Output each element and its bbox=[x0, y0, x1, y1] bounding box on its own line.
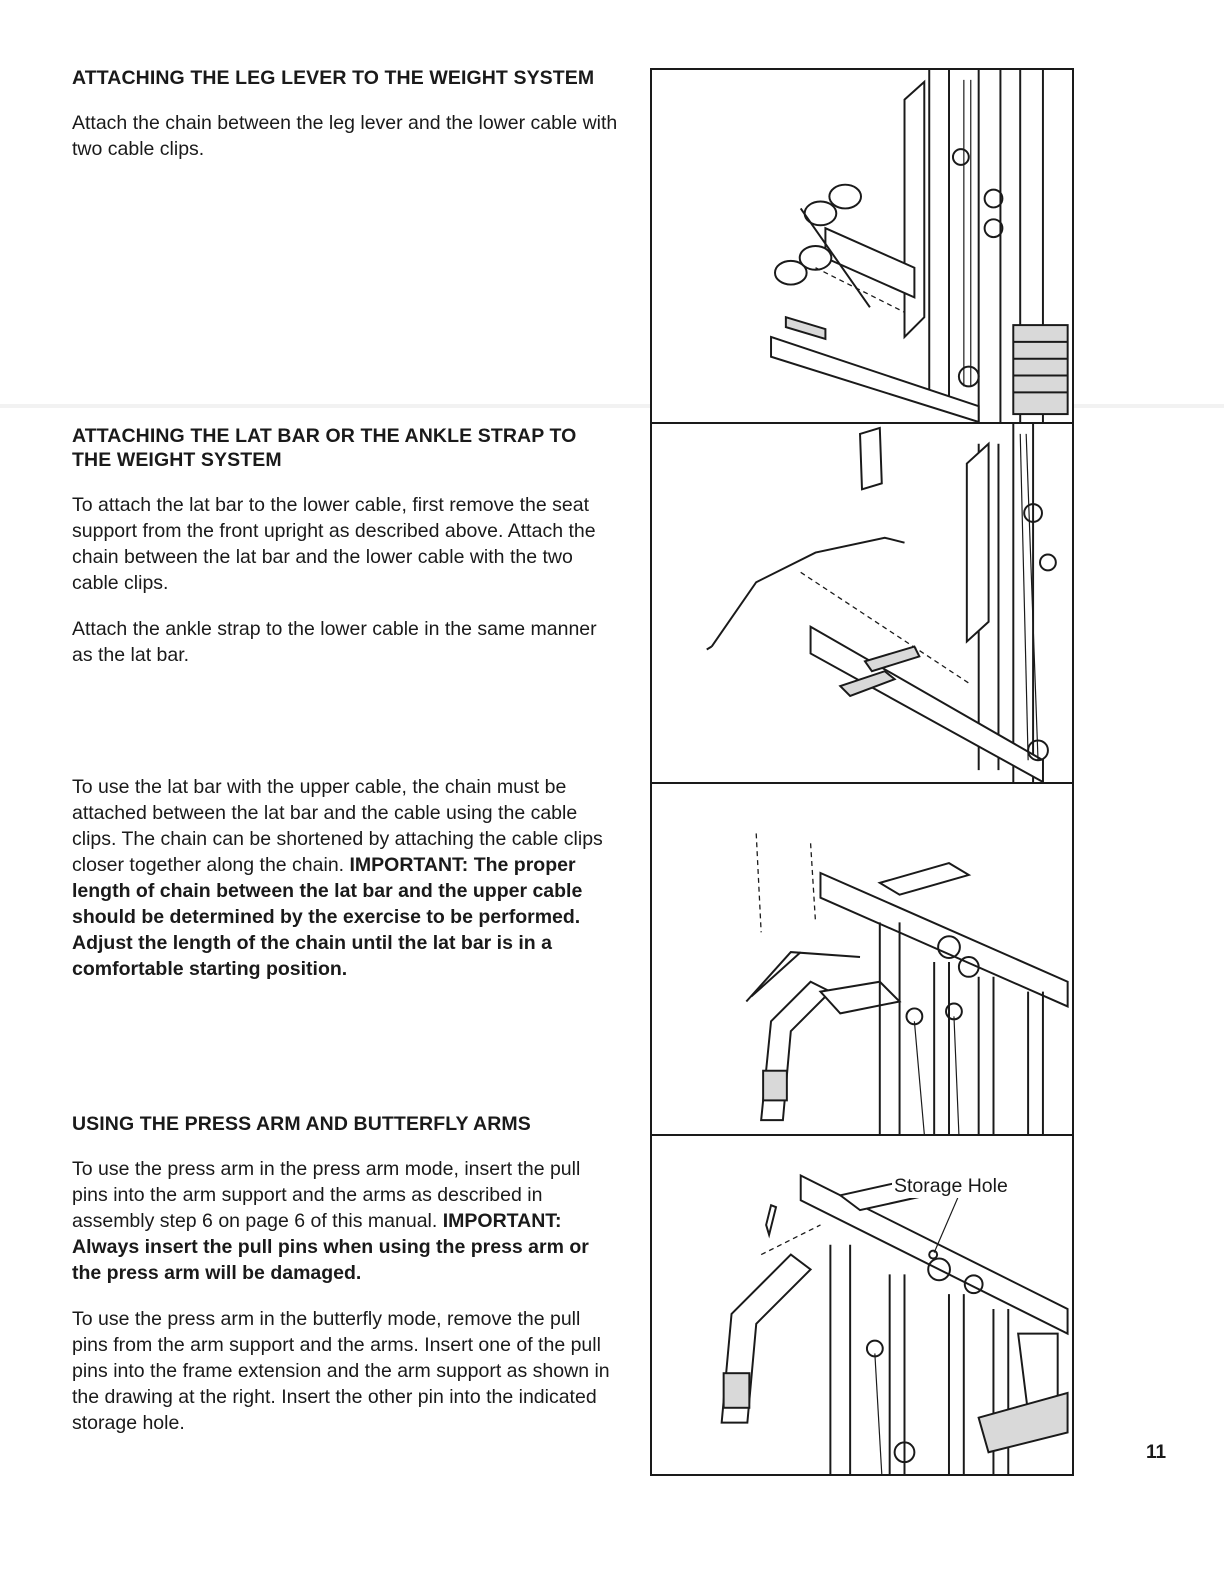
section-upper-cable bbox=[72, 774, 620, 982]
important-note: IMPORTANT: The proper length of chain between the lat bar and the upper cable should be determined by the exercise to be performed. Adjust the length of the chain until the lat bar is in a comfortable starting position. bbox=[72, 854, 583, 980]
leg-lever-drawing bbox=[652, 70, 1072, 422]
body-paragraph bbox=[72, 1306, 620, 1436]
section-heading: USING THE PRESS ARM AND BUTTERFLY ARMS bbox=[72, 1113, 531, 1135]
spacer bbox=[72, 472, 620, 492]
paragraph-text: Attach the chain between the leg lever and the lower cable with two cable clips. bbox=[72, 112, 618, 160]
section-body bbox=[72, 1156, 620, 1436]
section-press-arm-butterfly bbox=[72, 1112, 620, 1436]
section-heading: ATTACHING THE LAT BAR OR THE ANKLE STRAP TO THE WEIGHT SYSTEM bbox=[72, 425, 577, 471]
lat-bar-drawing bbox=[652, 424, 1072, 782]
body-paragraph bbox=[72, 1156, 620, 1286]
paragraph-text: Attach the ankle strap to the lower cable in the same manner as the lat bar. bbox=[72, 618, 597, 666]
figure-leg-lever bbox=[650, 68, 1074, 424]
body-paragraph bbox=[72, 492, 620, 596]
figure-lat-bar-lower-cable bbox=[650, 422, 1074, 784]
page-number: 11 bbox=[1146, 1442, 1167, 1463]
section-body bbox=[72, 110, 620, 162]
paragraph-text: To attach the lat bar to the lower cable, first remove the seat support from the front upright as described above. Attach the chain between the lat bar and the lower cable with the two cable clips. bbox=[72, 494, 596, 594]
spacer bbox=[72, 1136, 620, 1156]
section-lat-bar-ankle-strap bbox=[72, 424, 620, 668]
section-body bbox=[72, 774, 620, 982]
body-paragraph bbox=[72, 110, 620, 162]
paragraph-text: To use the lat bar with the upper cable, the chain must be attached between the lat bar and the cable using the cable clips. The chain can be shortened by attaching the cable clips closer together along the chain. bbox=[72, 776, 603, 876]
section-body bbox=[72, 492, 620, 668]
paragraph-text: To use the press arm in the butterfly mode, remove the pull pins from the arm support and the arms. Insert one of the pull pins into the frame extension and the arm support as shown in the drawing at the right. Insert the other pin into the indicated storage hole. bbox=[72, 1308, 610, 1434]
spacer bbox=[72, 596, 620, 616]
upper-cable-drawing bbox=[652, 784, 1072, 1134]
figure-butterfly-arms bbox=[650, 1134, 1074, 1476]
section-heading: ATTACHING THE LEG LEVER TO THE WEIGHT SYSTEM bbox=[72, 67, 595, 89]
spacer bbox=[72, 90, 620, 110]
section-leg-lever bbox=[72, 66, 620, 162]
figure-lat-bar-upper-cable bbox=[650, 782, 1074, 1136]
body-paragraph bbox=[72, 774, 620, 982]
important-note: IMPORTANT: Always insert the pull pins when using the press arm or the press arm will be damaged. bbox=[72, 1210, 589, 1284]
storage-hole-label: Storage Hole bbox=[894, 1175, 1008, 1197]
paragraph-text: To use the press arm in the press arm mode, insert the pull pins into the arm support and the arms as described in assembly step 6 on page 6 of this manual. bbox=[72, 1158, 581, 1232]
spacer bbox=[72, 1286, 620, 1306]
body-paragraph bbox=[72, 616, 620, 668]
